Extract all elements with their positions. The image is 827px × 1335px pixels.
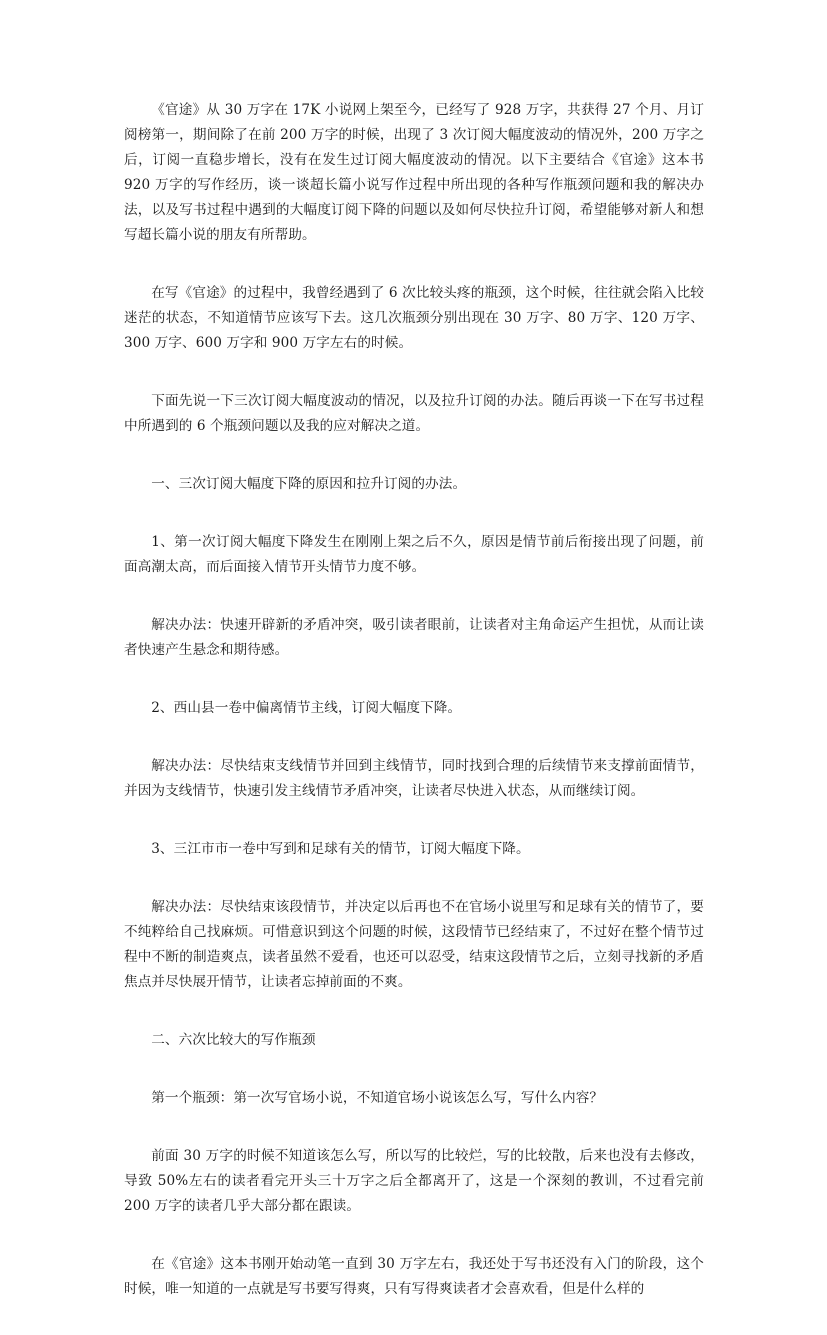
paragraph-solution-1: 解决办法：快速开辟新的矛盾冲突，吸引读者眼前，让读者对主角命运产生担忧，从而让读者快速产生悬念和期待感。 — [124, 617, 704, 658]
paragraph-bottleneck-1: 第一个瓶颈：第一次写官场小说，不知道官场小说该怎么写，写什么内容？ — [151, 1090, 604, 1106]
paragraph-bottlenecks-overview: 在写《官途》的过程中，我曾经遇到了 6 次比较头疼的瓶颈，这个时候，往往就会陷入比较迷茫的状态，不知道情节应该写下去。这几次瓶颈分别出现在 30 万字、80 万字、120 万字、300 万字、600 万字和 900 万字左右的时候。 — [124, 285, 704, 351]
document-page — [124, 98, 704, 1335]
paragraph-bottleneck-1-detail: 前面 30 万字的时候不知道该怎么写，所以写的比较烂，写的比较散，后来也没有去修改，导致 50%左右的读者看完开头三十万字之后全都离开了，这是一个深刻的教训，不过看完前 200 万字的读者几乎大部分都在跟读。 — [124, 1148, 704, 1214]
paragraph-solution-2: 解决办法：尽快结束支线情节并回到主线情节，同时找到合理的后续情节来支撑前面情节，并因为支线情节，快速引发主线情节矛盾冲突，让读者尽快进入状态，从而继续订阅。 — [124, 758, 704, 799]
paragraph-drop-2: 2、西山县一卷中偏离情节主线，订阅大幅度下降。 — [151, 700, 462, 716]
paragraph-intro: 《官途》从 30 万字在 17K 小说网上架至今，已经写了 928 万字，共获得 27 个月、月订阅榜第一，期间除了在前 200 万字的时候，出现了 3 次订阅大幅度波动的情况外，200 万字之后，订阅一直稳步增长，没有在发生过订阅大幅度波动的情况。以下主要结合《官途》这本书 920 万字的写作经历，谈一谈超长篇小说写作过程中所出现的各种写作瓶颈问题和我的解决办法，以及写书过程中遇到的大幅度订阅下降的问题以及如何尽快拉升订阅，希望能够对新人和想写超长篇小说的朋友有所帮助。 — [124, 102, 704, 243]
paragraph-drop-1: 1、第一次订阅大幅度下降发生在刚刚上架之后不久，原因是情节前后衔接出现了问题，前面高潮太高，而后面接入情节开头情节力度不够。 — [124, 534, 704, 575]
section-heading-writing-bottlenecks: 二、六次比较大的写作瓶颈 — [151, 1032, 316, 1048]
paragraph-bottleneck-1-continued: 在《官途》这本书刚开始动笔一直到 30 万字左右，我还处于写书还没有入门的阶段，这个时候，唯一知道的一点就是写书要写得爽，只有写得爽读者才会喜欢看，但是什么样的 — [124, 1256, 704, 1297]
paragraph-solution-3: 解决办法：尽快结束该段情节，并决定以后再也不在官场小说里写和足球有关的情节了，要不纯粹给自己找麻烦。可惜意识到这个问题的时候，这段情节已经结束了，不过好在整个情节过程中不断的制造爽点，读者虽然不爱看，也还可以忍受，结束这段情节之后，立刻寻找新的矛盾焦点并尽快展开情节，让读者忘掉前面的不爽。 — [124, 899, 704, 990]
section-heading-subscription-drops: 一、三次订阅大幅度下降的原因和拉升订阅的办法。 — [151, 476, 467, 492]
paragraph-outline: 下面先说一下三次订阅大幅度波动的情况，以及拉升订阅的办法。随后再谈一下在写书过程中所遇到的 6 个瓶颈问题以及我的应对解决之道。 — [124, 393, 704, 434]
paragraph-drop-3: 3、三江市市一卷中写到和足球有关的情节，订阅大幅度下降。 — [151, 841, 530, 857]
